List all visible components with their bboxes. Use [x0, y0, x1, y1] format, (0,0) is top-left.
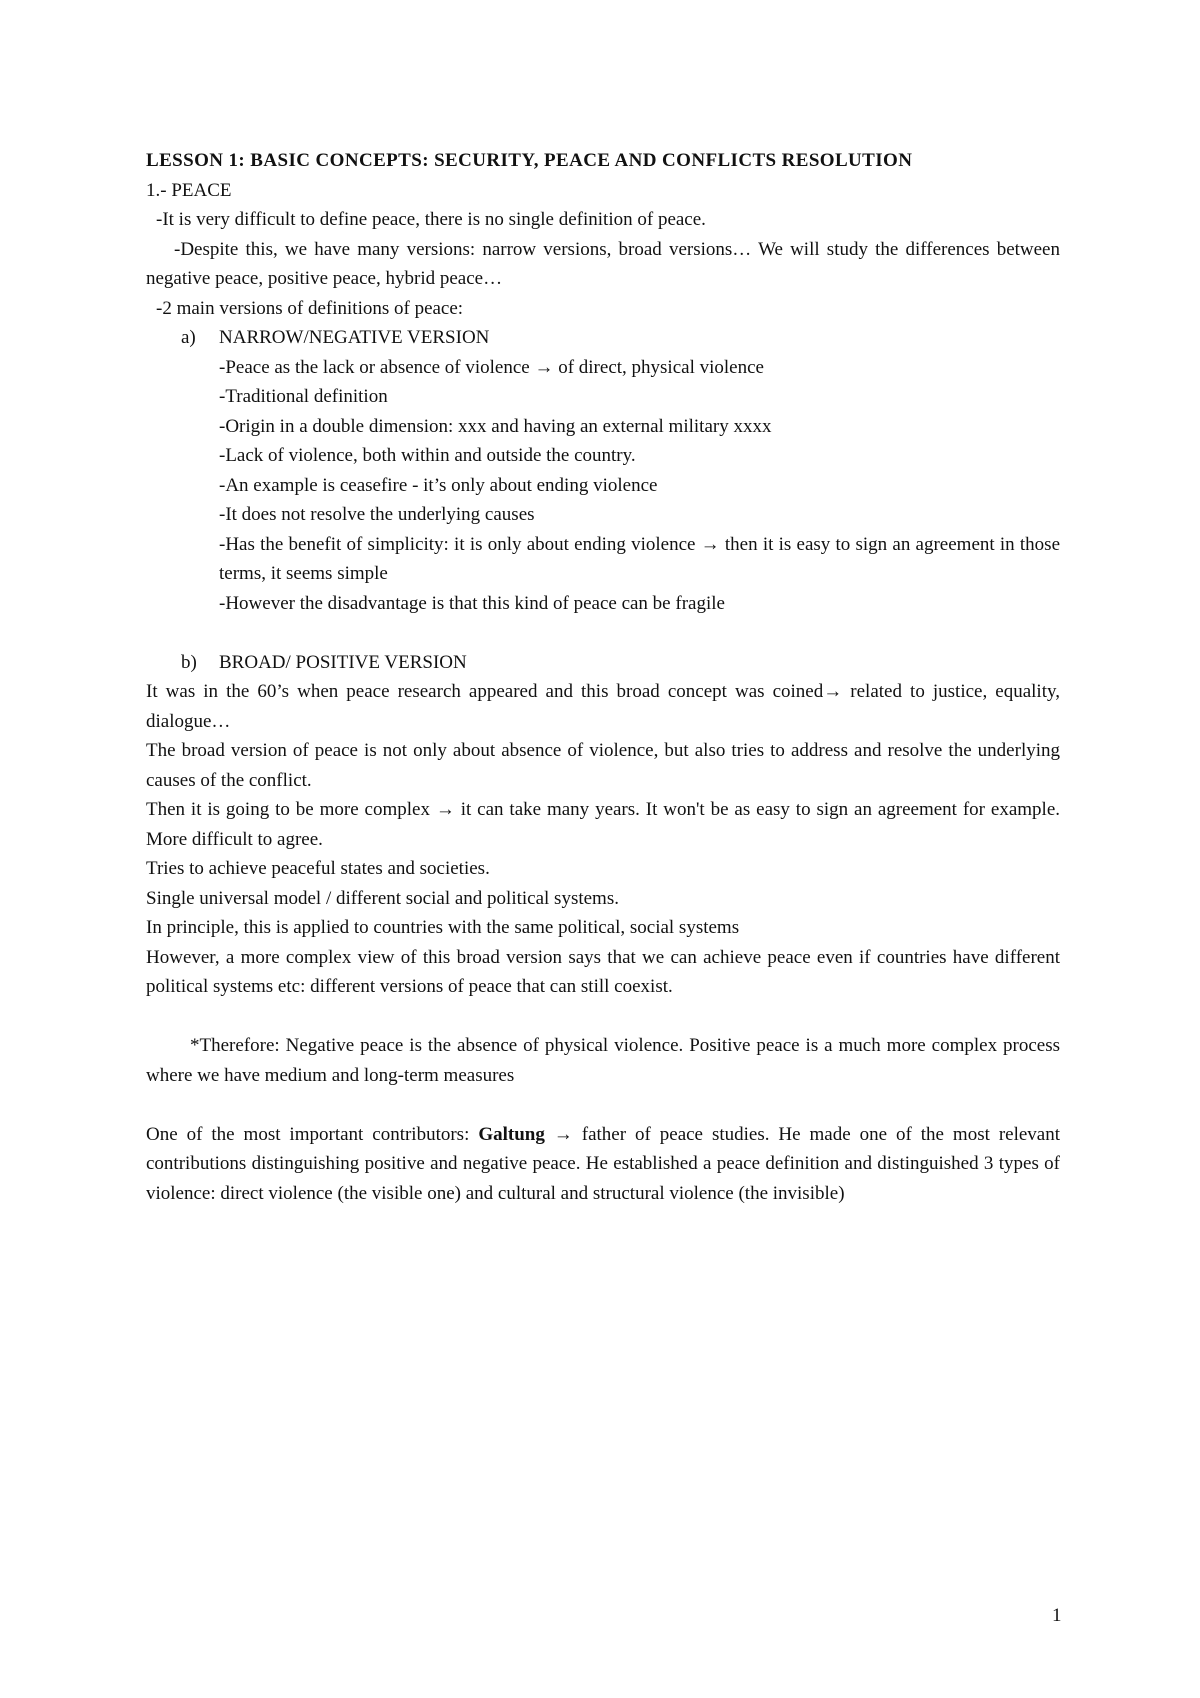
- list-item: -Peace as the lack or absence of violence → of direct, physical violence: [219, 356, 764, 378]
- broad-paragraph: It was in the 60’s when peace research appeared and this broad concept was coined→ related to justice, equality, dialogue…: [146, 681, 1060, 732]
- broad-paragraph: Single universal model / different social and political systems.: [146, 887, 619, 909]
- spacer: [146, 1090, 1060, 1120]
- list-marker: b): [181, 651, 197, 673]
- broad-version-heading: [146, 648, 1060, 678]
- list-marker: a): [181, 327, 196, 348]
- page-content: [146, 146, 1060, 1208]
- broad-paragraph: In principle, this is applied to countries with the same political, social systems: [146, 917, 740, 938]
- therefore-paragraph: *Therefore: Negative peace is the absence of physical violence. Positive peace is a much more complex process where we have medium and long-term measures: [146, 1035, 1060, 1086]
- galtung-name: Galtung: [478, 1123, 545, 1145]
- list-item: -Origin in a double dimension: xxx and having an external military xxxx: [219, 415, 772, 437]
- list-item: -However the disadvantage is that this kind of peace can be fragile: [219, 592, 725, 614]
- galtung-rest: → father of peace studies. He made one of the most relevant contributions distinguishing positive and negative peace. He established a peace definition and distinguished 3 types of violence: direct violence (the visible one) and cultural and structural violence (the invisible): [146, 1123, 1061, 1204]
- spacer: [146, 618, 1060, 648]
- narrow-heading-text: NARROW/NEGATIVE VERSION: [219, 327, 490, 348]
- intro-paragraph-3: -2 main versions of definitions of peace:: [156, 297, 464, 319]
- list-item: -It does not resolve the underlying causes: [219, 504, 535, 525]
- galtung-prefix: One of the most important contributors:: [146, 1123, 479, 1145]
- spacer: [146, 1002, 1060, 1032]
- list-item: -Has the benefit of simplicity: it is only about ending violence → then it is easy to sign an agreement in those terms, it seems simple: [219, 533, 1060, 584]
- list-item: -Traditional definition: [219, 386, 388, 407]
- broad-paragraphs: [146, 677, 1060, 1002]
- broad-paragraph: Tries to achieve peaceful states and societies.: [146, 858, 490, 879]
- broad-paragraph: Then it is going to be more complex → it can take many years. It won't be as easy to sign an agreement for example. More difficult to agree.: [146, 799, 1060, 850]
- section-heading: 1.- PEACE: [146, 179, 232, 201]
- broad-heading-text: BROAD/ POSITIVE VERSION: [219, 651, 467, 673]
- broad-paragraph: The broad version of peace is not only about absence of violence, but also tries to address and resolve the underlying causes of the conflict.: [146, 740, 1060, 791]
- galtung-paragraph: [146, 1120, 1060, 1209]
- narrow-version-heading: [146, 323, 1060, 353]
- narrow-points-list: [146, 353, 1060, 619]
- list-item: -An example is ceasefire - it’s only about ending violence: [219, 474, 658, 496]
- broad-paragraph: However, a more complex view of this broad version says that we can achieve peace even if countries have different political systems etc: different versions of peace that can still coexist.: [146, 946, 1060, 997]
- intro-paragraph-2: -Despite this, we have many versions: narrow versions, broad versions… We will study the differences between negative peace, positive peace, hybrid peace…: [146, 238, 1060, 289]
- list-item: -Lack of violence, both within and outside the country.: [219, 445, 636, 466]
- lesson-title: LESSON 1: BASIC CONCEPTS: SECURITY, PEACE AND CONFLICTS RESOLUTION: [146, 150, 913, 171]
- intro-paragraph-1: -It is very difficult to define peace, there is no single definition of peace.: [156, 209, 706, 230]
- page-number: 1: [1052, 1605, 1062, 1626]
